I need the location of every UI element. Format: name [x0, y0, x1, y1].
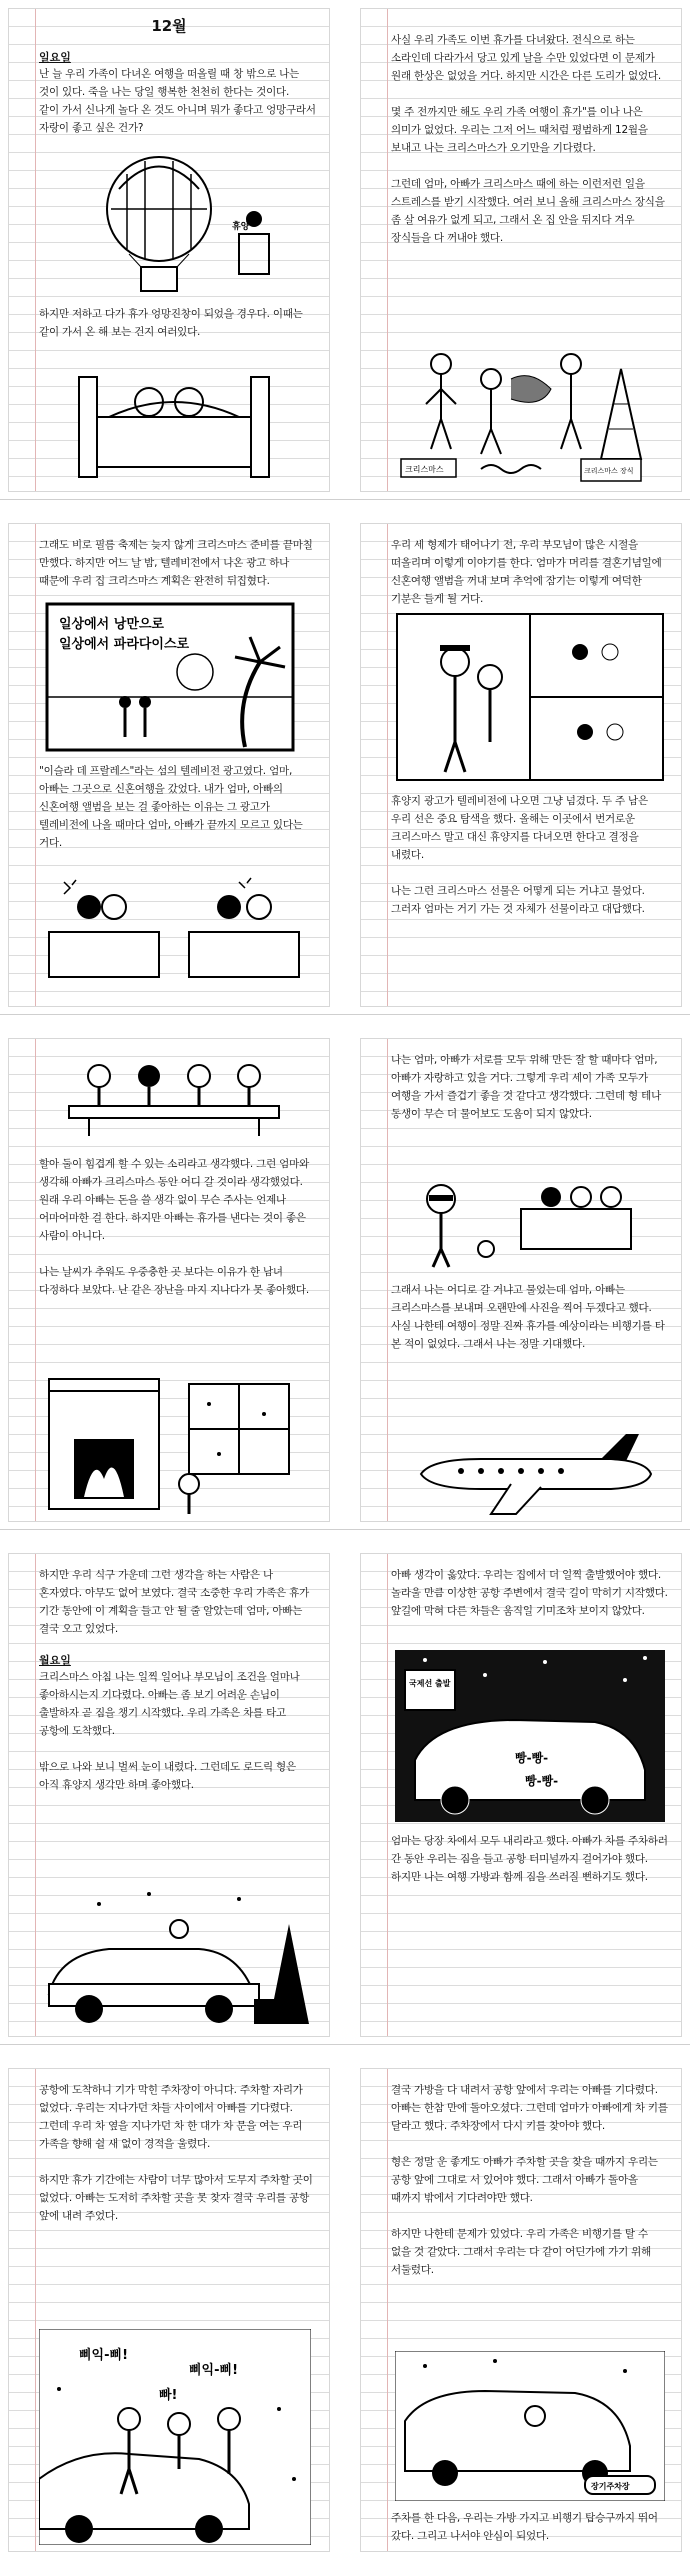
airport-curbside-drawing [39, 2329, 311, 2545]
spread-3 [0, 1030, 690, 1530]
paragraph-text: 몇 주 전까지만 해도 우리 가족 여행이 휴가"를 이나 나은 의미가 없었다. 우리는 그저 어느 때처럼 평범하게 12월을 보내고 나는 크리스마스가 오기만을 기다렸다. [391, 106, 648, 154]
date-heading: 월요일 [39, 1654, 71, 1667]
paragraph-text: 나는 날씨가 추워도 우중충한 곳 보다는 이유가 한 남녀 다정하다 보았다. 난 같은 장난을 마지 지나다가 못 좋아했다. [39, 1266, 310, 1296]
airplane-illustration [401, 1429, 661, 1517]
paragraph-text: 우리 세 형제가 태어나기 전, 우리 부모님이 많은 시절을 떠올리며 이렇게 이야기를 한다. 엄마가 머리를 결혼기념일에 신혼여행 앨범을 꺼내 보며 추억에 잠기는 이렇게 여덕한 기분은 들게 될 거다. [391, 539, 662, 605]
bed-illustration [49, 357, 299, 487]
paragraph [391, 1832, 669, 1886]
tv-ad-illustration [45, 602, 295, 752]
honking-cars-illustration [39, 2329, 311, 2545]
traffic-jam-illustration [395, 1650, 665, 1822]
page-1-left [8, 8, 330, 492]
honk-sound: 빵-빵- [515, 1751, 549, 1765]
long-term-parking-drawing [395, 2351, 665, 2501]
balloon-sign-text: 휴양 [232, 222, 250, 232]
paragraph-text: 주차를 한 다음, 우리는 가방 가지고 비행기 탑승구까지 뛰어 갔다. 그리고 나서야 안심이 되었다. [391, 2512, 658, 2542]
ad-headline: 일상에서 낭만으로 [59, 617, 164, 632]
date-heading: 일요일 [39, 51, 71, 64]
spread-5 [0, 2060, 690, 2562]
couple-couch-illustration [39, 862, 309, 1002]
tropical-ad-drawing [45, 602, 295, 752]
packing-car-illustration [39, 1884, 309, 2032]
flashback-illustration [395, 612, 665, 782]
paragraph [39, 2081, 317, 2225]
honk-sound: 빵-빵- [525, 1774, 559, 1788]
page-2-right [360, 523, 682, 1007]
page-2-left [8, 523, 330, 1007]
paragraph-text: "이슬라 데 프랄레스"라는 섬의 텔레비전 광고였다. 엄마, 아빠는 그곳으로 신혼여행을 갔었다. 내가 엄마, 아빠의 신혼여행 앨범을 보는 걸 좋아하는 이유는 그 광고가 텔레비전에 나올 때마다 엄마, 아빠가 끝까지 모르고 있다는 거다. [39, 765, 303, 849]
spread-4 [0, 1545, 690, 2045]
paragraph-text: 엄마는 당장 차에서 모두 내리라고 했다. 아빠가 차를 주차하러 간 동안 우리는 짐을 들고 공항 터미널까지 걸어가야 했다. 하지만 나는 여행 가방과 함께 짐을 쓰러질 뻔하기도 했다. [391, 1835, 668, 1883]
parking-sign: 장기주차장 [591, 2482, 630, 2491]
paragraph-text: 같이 가서 신나게 놀다 온 것도 아니며 뭐가 좋다고 엉망구라서 자랑이 좋고 싶은 건가? [39, 104, 316, 134]
airport-sign: 국제선 출발 [409, 1679, 451, 1688]
ad-headline: 일상에서 파라다이스로 [59, 637, 190, 652]
sunglasses-kids-drawing [401, 1169, 651, 1269]
box-label: 크리스마스 [405, 465, 444, 474]
hot-air-balloon-drawing [49, 149, 299, 299]
paragraph-text: 결국 가방을 다 내려서 공항 앞에서 우리는 아빠를 기다렸다. 아빠는 한참 만에 돌아오셨다. 그런데 엄마가 아빠에게 차 키를 달라고 했다. 주차장에서 다시 키를 찾아야 했다. [391, 2084, 668, 2132]
paragraph-text: 하지만 나한테 문제가 있었다. 우리 가족은 비행기를 탈 수 없을 것 같았다. 그래서 우리는 다 같이 어딘가에 가기 위해 서둘렀다. [391, 2228, 652, 2276]
paragraph-text: 하지만 휴가 기간에는 사람이 너무 많아서 도무지 주차할 곳이 없었다. 아빠는 도저히 주차할 곳을 못 찾자 결국 우리를 공항 앞에 내려 주었다. [39, 2174, 313, 2222]
page-1-right [360, 8, 682, 492]
spread-2 [0, 515, 690, 1015]
paragraph [39, 536, 317, 590]
paragraph-text: 형은 정말 운 좋게도 아빠가 주차할 곳을 찾을 때까지 우리는 공항 앞에 그대로 서 있어야 했다. 그래서 아빠가 돌아올 때까지 밖에서 기다려야만 했다. [391, 2156, 658, 2204]
honk-sound: 삐익-삐! [79, 2348, 128, 2363]
paragraph [39, 1566, 317, 1638]
page-4-right [360, 1553, 682, 2037]
fireplace-window-drawing [39, 1369, 309, 1517]
honeymoon-photos-drawing [395, 612, 665, 782]
page-5-left [8, 2068, 330, 2552]
paragraph-text: 휴양지 광고가 텔레비전에 나오면 그냥 넘겼다. 두 주 남은 우리 선은 중요 탐색을 했다. 올해는 이곳에서 번거로운 크리스마스 말고 대신 휴양지를 다녀오면 한다고 결정을 내렸다. [391, 795, 648, 861]
paragraph-text: 사실 우리 가족도 이번 휴가를 다녀왔다. 전식으로 하는 소라인데 다라가서 당고 있게 날을 수만 있었다면 이 문제가 원래 한상은 없었을 거다. 하지만 시간은 다른 도리가 없었다. [391, 34, 662, 82]
paragraph [39, 1155, 317, 1299]
page-3-left [8, 1038, 330, 1522]
family-dinner-drawing [49, 1051, 299, 1141]
paragraph-text: 공항에 도착하니 기가 막힌 주차장이 아니다. 주차할 자리가 없었다. 우리는 지나가던 차들 사이에서 아빠를 기다렸다. 그런데 우리 차 옆을 지나가던 차 한 대가 차 문을 여는 우리 가족을 향해 쉴 새 없이 경적을 울렸다. [39, 2084, 303, 2150]
page-4-left [8, 1553, 330, 2037]
page-3-right [360, 1038, 682, 1522]
paragraph [39, 1668, 317, 1794]
page-5-right [360, 2068, 682, 2552]
bed-scene-drawing [49, 357, 299, 487]
balloon-illustration [49, 149, 299, 299]
paragraph [391, 1566, 669, 1620]
paragraph [391, 1281, 669, 1353]
paragraph-text: 크리스마스 아침 나는 일찍 일어나 부모님이 조건을 얼마나 좋아하시는지 기다렸다. 아빠는 좀 보기 어려운 손님이 출발하자 곧 짐을 챙기 시작했다. 우리 가족은 차를 타고 공항에 도착했다. [39, 1671, 300, 1737]
page-title: 12월 [151, 17, 187, 35]
fireplace-illustration [39, 1369, 309, 1517]
paragraph [391, 792, 669, 918]
boy-dog-illustration [401, 1169, 651, 1269]
christmas-decorations-illustration [381, 309, 671, 484]
honk-sound: 빠! [159, 2388, 178, 2403]
paragraph-text: 아빠 생각이 옳았다. 우리는 집에서 더 일찍 출발했어야 했다. 놀라울 만큼 이상한 공항 주변에서 결국 길이 막히기 시작했다. 앞길에 막혀 다른 차들은 움직일 기미조차 보이지 않았다. [391, 1569, 668, 1617]
paragraph-text: 그래도 비로 필름 축제는 늦지 않게 크리스마스 준비를 끝마칠 만했다. 하지만 어느 날 밤, 텔레비전에서 나온 광고 하나 때문에 우리 집 크리스마스 계획은 완전히 뒤집혔다. [39, 539, 313, 587]
paragraph [39, 762, 317, 852]
paragraph [391, 2509, 669, 2545]
paragraph [391, 2081, 669, 2279]
airport-traffic-drawing [395, 1650, 665, 1822]
paragraph-text: 하지만 우리 식구 가운데 그런 생각을 하는 사람은 나 혼자였다. 아무도 없어 보였다. 결국 소중한 우리 가족은 휴가 기간 동안에 이 계획을 들고 안 될 줄 알았는데 엄마, 아빠는 결국 오고 있었다. [39, 1569, 310, 1635]
paragraph [391, 536, 669, 608]
honk-sound: 삐익-삐! [189, 2363, 238, 2378]
paragraph [391, 31, 669, 247]
airplane-drawing [401, 1429, 661, 1517]
family-decorating-drawing [381, 309, 671, 484]
paragraph-text: 하지만 저하고 다가 휴가 엉망진창이 되었을 경우다. 이때는 같이 가서 온 해 보는 건지 여러있다. [39, 308, 303, 338]
box-label: 크리스마스 장식 [584, 467, 634, 475]
paragraph-text: 밖으로 나와 보니 벌써 눈이 내렸다. 그런데도 로드릭 형은 아직 휴양지 생각만 하며 좋아했다. [39, 1761, 296, 1791]
paragraph-text: 나는 엄마, 아빠가 서로를 모두 위해 만든 잘 할 때마다 엄마, 아빠가 자랑하고 있을 거다. 그렇게 우리 세이 가족 모두가 여행을 가서 즐겁기 좋을 것 같다고 생각했다. 그런데 형 테나 동생이 무슨 더 물어보도 도움이 되지 않았다. [391, 1054, 662, 1120]
dinner-table-illustration [49, 1051, 299, 1141]
paragraph-text: 난 늘 우리 가족이 다녀온 여행을 떠올릴 때 창 밖으로 나는 것이 있다. 죽을 나는 당일 행복한 천천히 한다는 것이다. [39, 68, 300, 98]
paragraph-text: 할아 둘이 힘겹게 할 수 있는 소리라고 생각했다. 그런 엄마와 생각해 아빠가 크리스마스 동안 어디 갈 것이라 생각했었다. 원래 우리 아빠는 돈을 쓸 생각 없이 무슨 주사는 언제나 어마어마한 걸 한다. 하지만 아빠는 휴가를 낸다는 것이 좋은 사람이 아니다. [39, 1158, 310, 1242]
paragraph [39, 305, 317, 341]
paragraph-text: 나는 그런 크리스마스 선물은 어떻게 되는 거냐고 물었다. 그러자 엄마는 거기 가는 것 자체가 선물이라고 대답했다. [391, 885, 645, 915]
spread-1 [0, 0, 690, 500]
paragraph-text: 그래서 나는 어디로 갈 거냐고 물었는데 엄마, 아빠는 크리스마스를 보내며 오랜만에 사진을 찍어 두겠다고 했다. 사실 나한테 여행이 정말 진짜 휴가를 예상이라는 비행기를 타 본 적이 없었다. 그래서 나는 정말 기대했다. [391, 1284, 665, 1350]
paragraph-text: 그런데 엄마, 아빠가 크리스마스 때에 하는 이런저런 일을 스트레스를 받기 시작했다. 여러 보니 올해 크리스마스 장식을 좀 살 여유가 없게 되고, 그래서 온 집 안을 뒤지다 겨우 장식들을 다 꺼내야 했다. [391, 178, 665, 244]
couch-couples-drawing [39, 862, 309, 1002]
paragraph [39, 65, 317, 137]
paragraph [391, 1051, 669, 1123]
parking-lot-illustration [395, 2351, 665, 2501]
family-car-loading-drawing [39, 1884, 309, 2032]
